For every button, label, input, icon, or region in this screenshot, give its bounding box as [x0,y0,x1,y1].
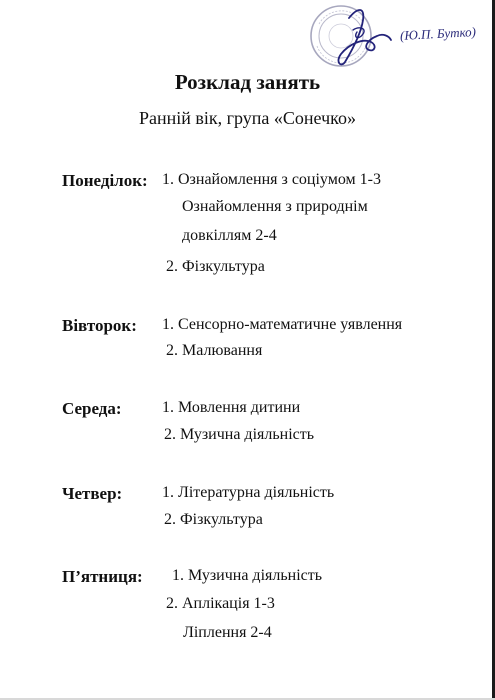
official-stamp-seal [305,0,393,78]
schedule-item: 2. Малювання [166,342,263,359]
day-label-thursday: Четвер: [62,484,123,503]
schedule-item: 2. Музична діяльність [164,426,315,443]
schedule-item: 1. Сенсорно-математичне уявлення [162,316,403,333]
schedule-item: 1. Мовлення дитини [162,399,301,416]
schedule-item: 2. Фізкультура [166,258,265,275]
schedule-item: 2. Фізкультура [164,511,263,528]
approval-signature-name: (Ю.П. Бутко) [399,24,477,43]
schedule-item: 2. Аплікація 1-3 [166,595,275,612]
day-label-monday: Понеділок: [62,171,148,190]
page-subtitle: Ранній вік, група «Сонечко» [139,108,356,128]
schedule-item: Ознайомлення з природнім [182,198,368,215]
day-label-wednesday: Середа: [62,399,122,418]
schedule-item: 1. Музична діяльність [172,567,323,584]
page-title: Розклад занять [174,70,321,94]
day-label-friday: П’ятниця: [62,567,143,586]
day-label-tuesday: Вівторок: [62,316,137,335]
schedule-item: 1. Ознайомлення з соціумом 1-3 [162,171,381,188]
schedule-item: довкіллям 2-4 [182,227,277,244]
schedule-item: Ліплення 2-4 [183,624,272,641]
schedule-item: 1. Літературна діяльність [162,484,335,501]
